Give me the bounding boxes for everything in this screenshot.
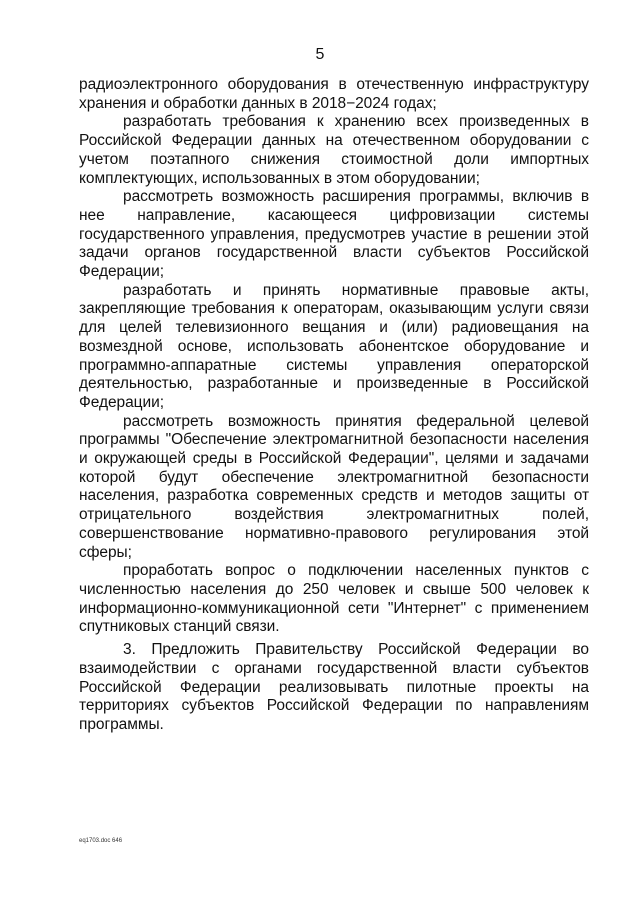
paragraph-internet-connection: проработать вопрос о подключении населенных пунктов с численностью населения до 250 человек и свыше 500 человек к информационно-коммуникационной сети "Интернет" с применением спутниковых станций связи. bbox=[79, 562, 589, 636]
paragraph-program-expansion: рассмотреть возможность расширения программы, включив в нее направление, касающееся цифровизации системы государственного управления, предусмотрев участие в решении этой задачи органов государственной власти субъектов Российской Федерации; bbox=[79, 188, 589, 281]
paragraph-item-3: 3. Предложить Правительству Российской Федерации во взаимодействии с органами государственной власти субъектов Российской Федерации реализовывать пилотные проекты на территориях субъектов Российской Федерации по направлениям программы. bbox=[79, 641, 589, 733]
paragraph-federal-program: рассмотреть возможность принятия федеральной целевой программы "Обеспечение электромагнитной безопасности населения и окружающей среды в Российской Федерации", целями и задачами которой будут обеспечение электромагнитной безопасности населения, разработка современных средств и методов защиты от отрицательного воздействия электромагнитных полей, совершенствование нормативно-правового регулирования этой сферы; bbox=[79, 412, 589, 561]
document-footer-reference: eq1703.doc 646 bbox=[79, 838, 123, 844]
paragraph-regulatory-acts: разработать и принять нормативные правовые акты, закрепляющие требования к операторам, оказывающим услуги связи для целей телевизионного вещания и (или) радиовещания на возмездной основе, использовать абонентское оборудование и программно-аппаратные системы управления операторской деятельностью, разработанные и произведенные в Российской Федерации; bbox=[79, 281, 589, 411]
page-number: 5 bbox=[315, 46, 325, 63]
paragraph-continuation: радиоэлектронного оборудования в отечественную инфраструктуру хранения и обработки данных в 2018−2024 годах; bbox=[79, 76, 589, 112]
paragraph-storage-requirements: разработать требования к хранению всех произведенных в Российской Федерации данных на отечественном оборудовании с учетом поэтапного снижения стоимостной доли импортных комплектующих, использованных в этом оборудовании; bbox=[79, 113, 589, 187]
document-body bbox=[79, 76, 589, 735]
